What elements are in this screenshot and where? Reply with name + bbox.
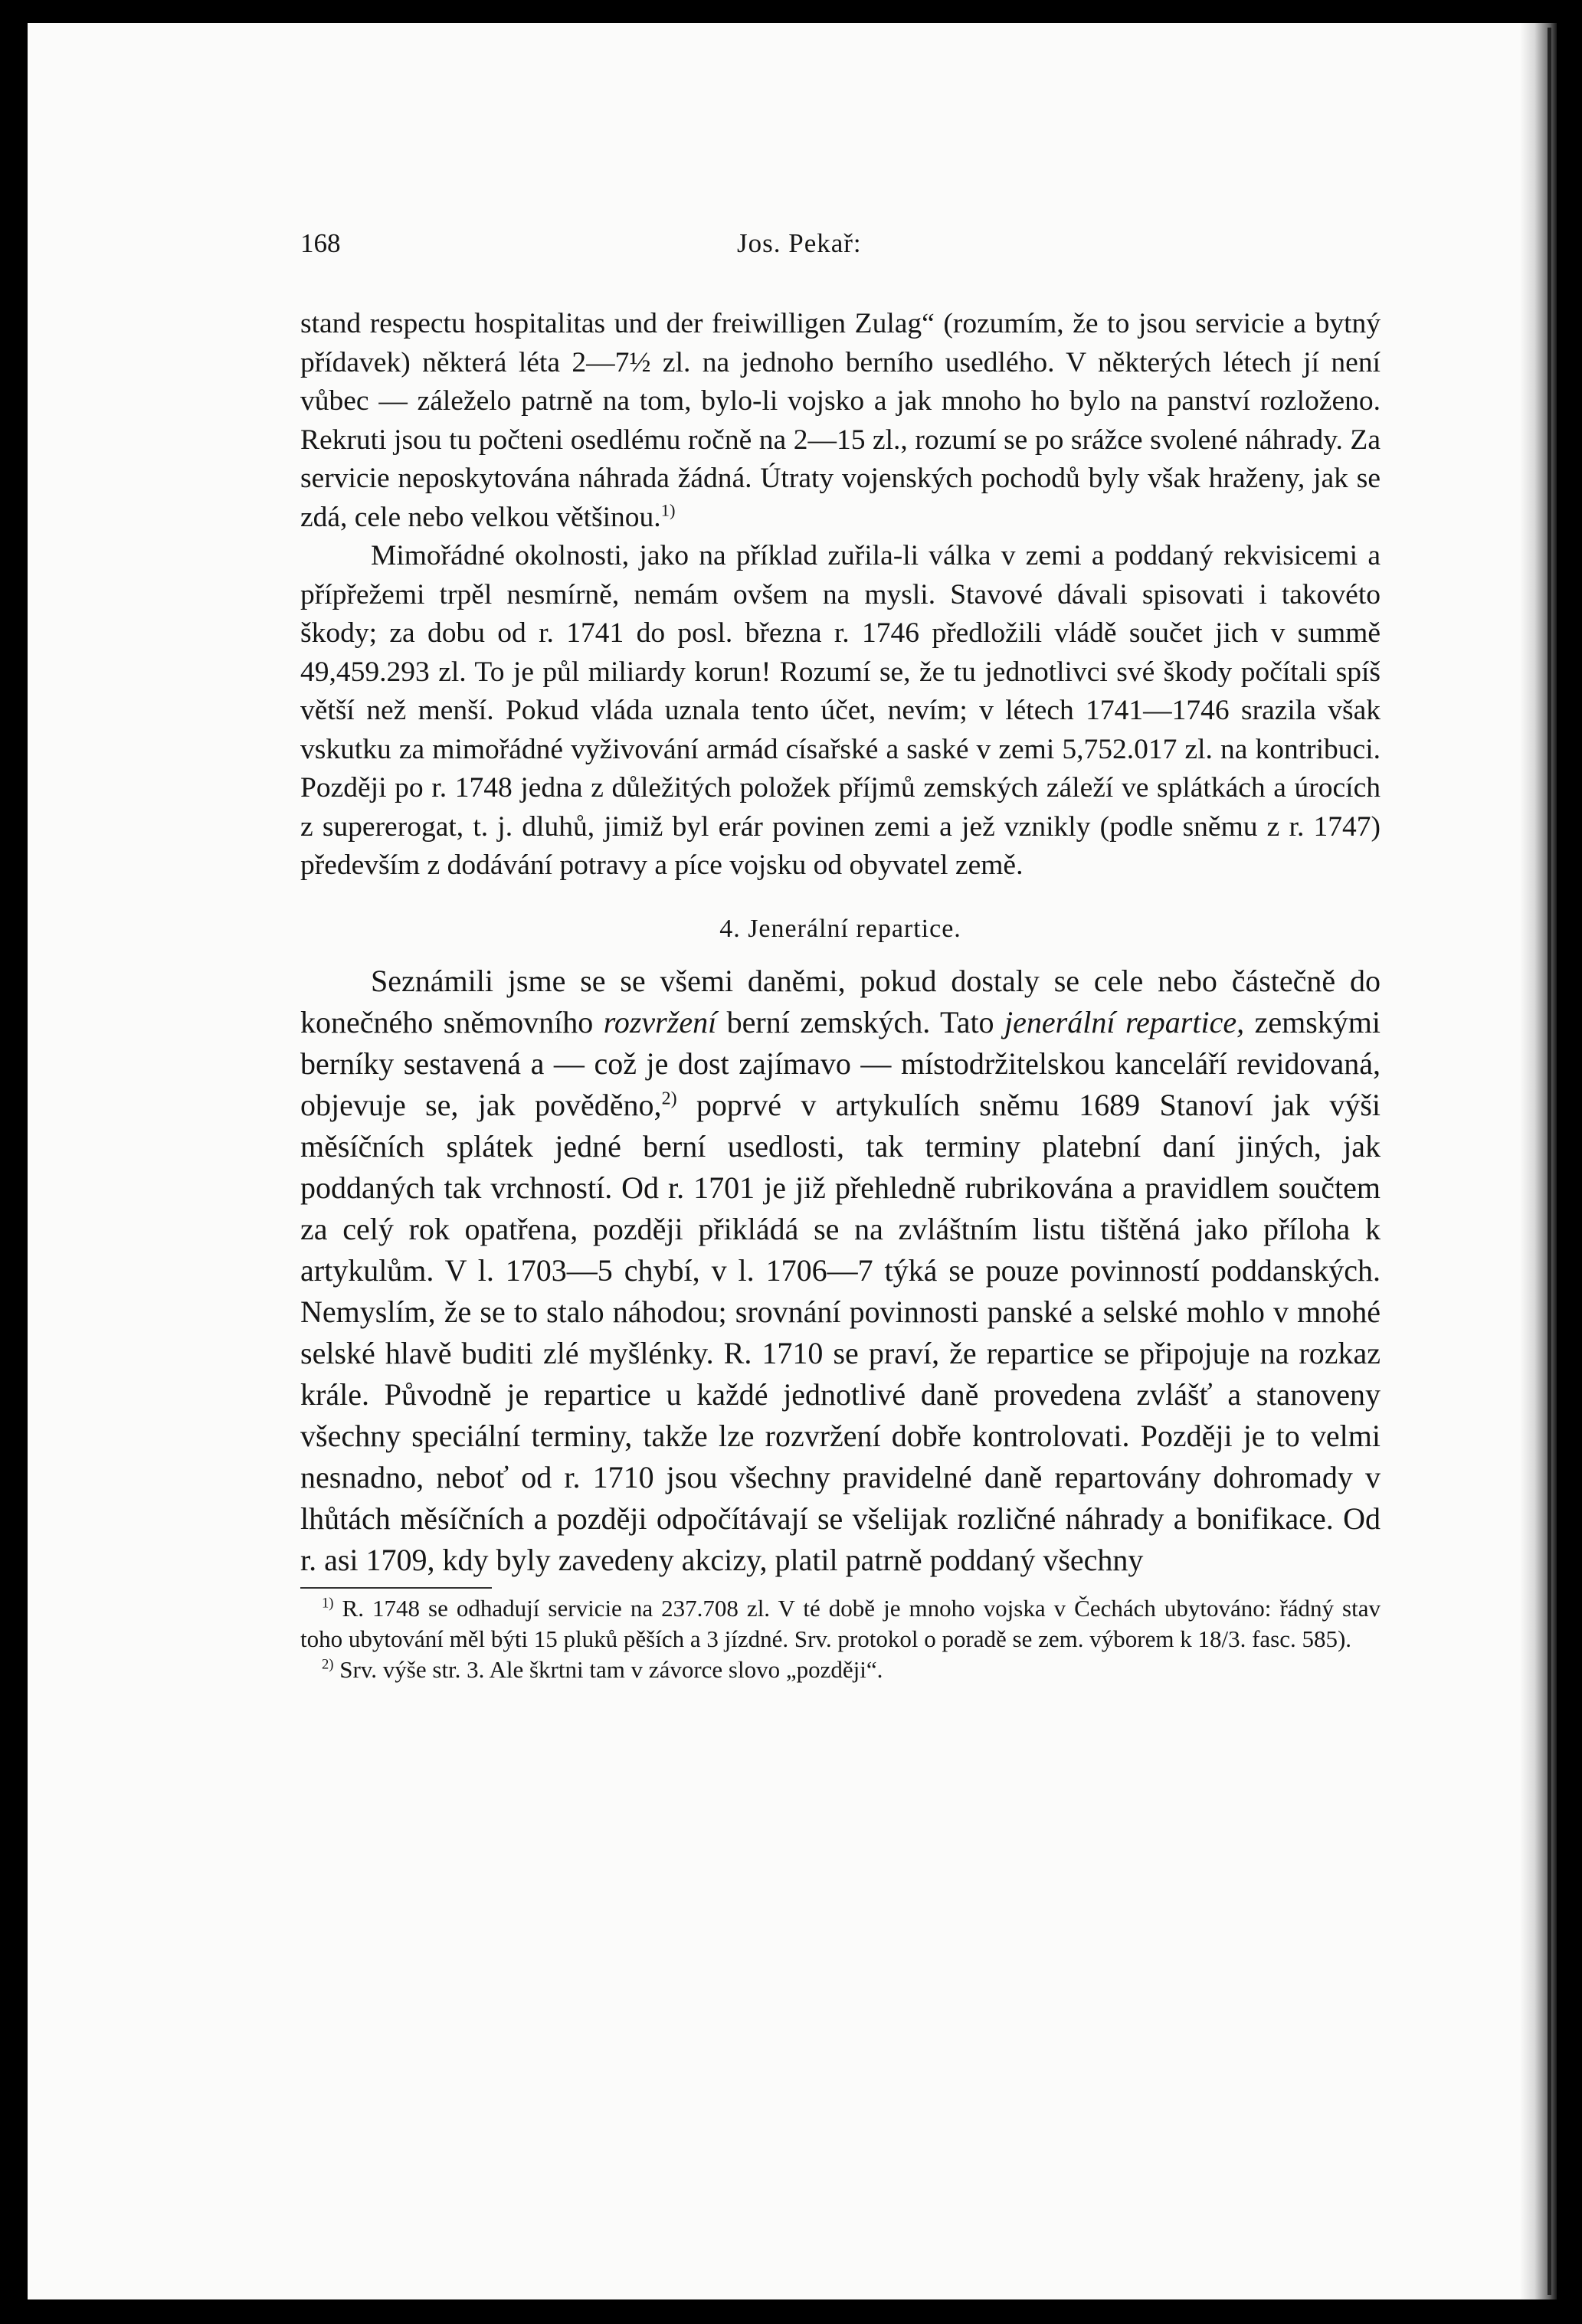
p3-text-e: zemskými berníky sestavená a — což je dost zajímavo — místodržitelskou kanceláří revidovaná, objevuje se, jak pověděno, xyxy=(300,1004,1381,1122)
section-title: 4. Jenerální repartice. xyxy=(719,914,961,943)
body-text xyxy=(300,305,1381,1685)
p3-text-f: poprvé v artykulích sněmu 1689 Stanoví jak výši měsíčních splátek jedné berní usedlosti, tak terminy platební daní jiných, jak poddaných tak vrchností. Od r. 1701 je již přehledně rubrikována a pravidlem součtem za celý rok opatřena, později přikládá se na zvláštním listu tištěná jako příloha k artykulům. V l. 1703—5 chybí, v l. 1706—7 týká se pouze povinností poddanských. Nemyslím, že se to stalo náhodou; srovnání povinnosti panské a selské mohlo v mnohé selské hlavě buditi zlé myšlénky. R. 1710 se praví, že repartice se připojuje na rozkaz krále. Původně je repartice u každé jednotlivé daně provedena zvlášť a stanoveny všechny speciální terminy, takže lze rozvržení dobře kontrolovati. Později je to velmi nesnadno, neboť od r. 1710 jsou všechny pravidelné daně repartovány dohromady v lhůtách měsíčních a později odpočítávají se všelijak rozličné náhrady a bonifikace. Od r. asi 1709, kdy byly zavedeny akcizy, platil patrně poddaný všechny xyxy=(300,1087,1381,1577)
page-header xyxy=(300,222,1388,268)
paragraph-1 xyxy=(300,305,1381,537)
paragraph-2: Mimořádné okolnosti, jako na příklad zuřila-li válka v zemi a poddaný rekvisicemi a přípřežemi trpěl nesmírně, nemám ovšem na mysli. Stavové dávali spisovati i takovéto škody; za dobu od r. 1741 do posl. března r. 1746 předložili vládě součet jich v summě 49,459.293 zl. To je půl miliardy korun! Rozumí se, že tu jednotlivci své škody počítali spíš větší než menší. Pokud vláda uznala tento účet, nevím; v létech 1741—1746 srazila však vskutku za mimořádné vyživování armád císařské a saské v zemi 5,752.017 zl. na kontribuci. Později po r. 1748 jedna z důležitých položek příjmů zemských záleží ve splátkách a úrocích z supererogat, t. j. dluhů, jimiž byl erár povinen zemi a jež vznikly (podle sněmu z r. 1747) především z dodávání potravy a píce vojsku od obyvatel země. xyxy=(300,540,1381,881)
running-head: Jos. Pekař: xyxy=(737,228,862,258)
footnote-2-mark: 2) xyxy=(322,1656,334,1673)
page-number: 168 xyxy=(300,228,341,258)
footnote-1-text: R. 1748 se odhadují servicie na 237.708 zl. V té době je mnoho vojska v Čechách ubytováno: řádný stav toho ubytování měl býti 15 pluků pěších a 3 jízdné. Srv. protokol o poradě se zem. výborem k 18/3. fasc. 585). xyxy=(300,1594,1381,1652)
footnote-1 xyxy=(300,1593,1381,1655)
footnote-2-text: Srv. výše str. 3. Ale škrtni tam v závorce slovo „později“. xyxy=(333,1655,883,1683)
paragraph-1-text: stand respectu hospitalitas und der freiwilligen Zulag“ (rozumím, že to jsou servicie a bytný přídavek) některá léta 2—7½ zl. na jednoho berního usedlého. V některých létech jí není vůbec — záleželo patrně na tom, bylo-li vojsko a jak mnoho ho bylo na panství rozloženo. Rekruti jsou tu počteni osedlému ročně na 2—15 zl., rozumí se po srážce svolené náhrady. Za servicie neposkytována náhrada žádná. Útraty vojenských pochodů byly však hraženy, jak se zdá, cele nebo velkou většinou. xyxy=(300,308,1381,533)
footnote-divider xyxy=(300,1587,492,1589)
binding-edge xyxy=(1548,28,1551,2295)
paragraph-3 xyxy=(300,961,1381,1581)
footnote-ref-1: 1) xyxy=(660,500,676,519)
footnote-1-mark: 1) xyxy=(322,1595,334,1612)
footnote-2 xyxy=(300,1655,1381,1685)
p3-text-c: berní zemských. Tato xyxy=(716,1004,1005,1039)
p3-italic-jeneralni-repartice: jenerální repartice, xyxy=(1004,1004,1245,1039)
p3-text-a: Seznámili jsme se se všemi daněmi, pokud dostaly se cele nebo částečně do konečného sněmovního xyxy=(300,963,1381,1039)
p3-italic-rozvrzeni: rozvržení xyxy=(603,1004,717,1039)
footnote-ref-2: 2) xyxy=(661,1088,677,1109)
